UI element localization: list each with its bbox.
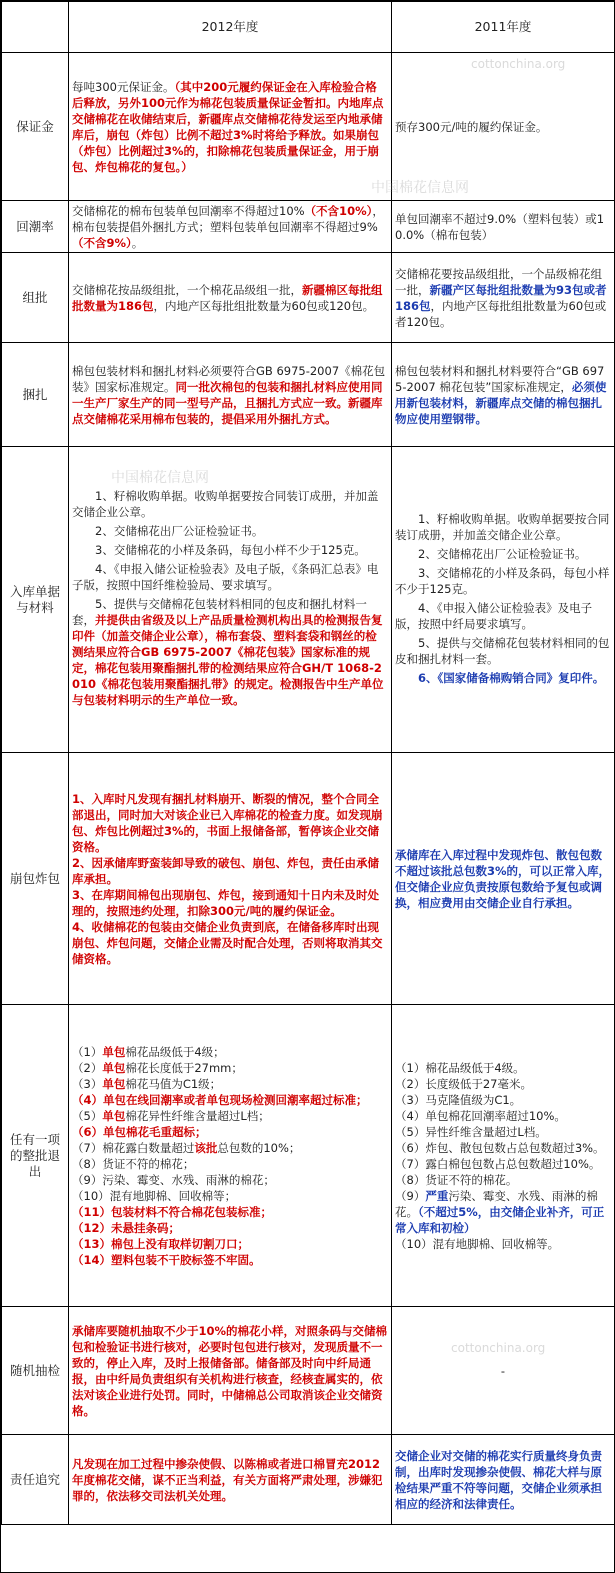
cell-2011: - — [392, 1307, 615, 1435]
cell-2011: 单包回潮率不超过9.0%（塑料包装）或10.0%（棉布包装） — [392, 201, 615, 253]
row-label: 保证金 — [2, 53, 69, 201]
list-item — [72, 1044, 388, 1060]
row-label: 入库单据与材料 — [2, 447, 69, 753]
list-item: （2）长度级低于27毫米。 — [395, 1076, 532, 1091]
cell-2012 — [69, 253, 392, 343]
list-item: 3、交储棉花的小样及条码，每包小样不少于125克。 — [95, 543, 366, 557]
cell-text-red: （不含9%） — [72, 235, 132, 250]
cell-text: 总包数的10%； — [217, 1140, 301, 1155]
header-2012: 2012年度 — [69, 2, 392, 53]
row-label: 随机抽检 — [2, 1307, 69, 1435]
cell-text-red: （其中200元履约保证金在入库检验合格后释放，另外100元作为棉花包装质量保证金暂扣。内地库点交储棉花在收储结束后，新疆库点交储棉花待发运至内地承储库后，崩包（炸包）比例不超过3%时将给予释放。如果崩包（炸包）比例超过3%的，扣除棉花包装质量保证金，用于崩包、炸包棉花的复包。） — [72, 79, 384, 174]
list-item: 4、收储棉花的包装由交储企业负责到底，在储备移库时出现崩包、炸包问题，交储企业需及时配合处理，否则将取消其交储资格。 — [72, 919, 383, 966]
reject-list — [72, 1044, 388, 1268]
list-item — [72, 1076, 388, 1092]
list-item: 5、提供与交储棉花包装材料相同的包皮和捆扎材料一套。 — [395, 635, 610, 666]
list-item — [72, 1252, 388, 1268]
cell-text: ，棉布包装提倡外捆扎方式；塑料包装单包回潮率不得超过9% — [72, 203, 384, 234]
list-item — [72, 1108, 388, 1124]
cell-2011 — [392, 447, 615, 753]
list-item: （8）货证不符的棉花。 — [395, 1172, 518, 1187]
cell-text: 棉花马值为C1级； — [125, 1076, 222, 1091]
row-label: 回潮率 — [2, 201, 69, 253]
row-batch — [2, 253, 615, 343]
list-item: （1）棉花品级低于4级。 — [395, 1060, 525, 1075]
cell-text: 棉花品级低于4级； — [125, 1044, 225, 1059]
list-item — [72, 1140, 388, 1156]
cell-text-red: 同一批次棉包的包装和捆扎材料应使用同一生产厂家生产的同一型号产品，且捆扎方式应一致。新疆库点交储棉花采用棉布包装的，提倡采用外捆扎方式。 — [72, 379, 383, 426]
cell-text: 交储棉花的棉布包装单包回潮率不得超过10% — [72, 203, 305, 218]
cell-text-red: （4）单包在线回潮率或者单包现场检测回潮率超过标准； — [72, 1092, 368, 1107]
list-item — [72, 1172, 388, 1188]
cell-text-red: （不含10%） — [304, 203, 373, 218]
list-item: 4、《申报入储公证检验表》及电子版，《条码汇总表》电子版，按照中国纤维检验局、要求填写。 — [72, 562, 379, 592]
cell-text-red: （11）包装材料不符合棉花包装标准； — [72, 1204, 273, 1219]
list-item — [72, 1236, 388, 1252]
list-item: 3、在库期间棉包出现崩包、炸包，接到通知十日内未及时处理的，按照违约处理，扣除300元/吨的履约保证金。 — [72, 887, 379, 918]
comparison-table — [1, 1, 615, 1525]
cell-2012 — [69, 343, 392, 447]
watermark-cn: 中国棉花信息网 — [111, 470, 209, 486]
header-empty — [2, 2, 69, 53]
cell-2011 — [392, 343, 615, 447]
cell-2011 — [392, 1005, 615, 1307]
row-docs — [2, 447, 615, 753]
row-sampling — [2, 1307, 615, 1435]
list-item: 3、交储棉花的小样及条码，每包小样不少于125克。 — [395, 565, 610, 596]
cell-text-blue: 新疆产区每批组批数量为93包或者186包 — [395, 282, 607, 313]
row-label: 责任追究 — [2, 1435, 69, 1525]
list-item — [395, 1188, 611, 1236]
list-item: （7）露白棉包包数占总包数超过10%。 — [395, 1156, 601, 1171]
cell-text-red: （12）未悬挂条码； — [72, 1220, 181, 1235]
list-item: 6、《国家储备棉购销合同》复印件。 — [418, 670, 605, 685]
list-item: 1、籽棉收购单据。收购单据要按合同装订成册，并加盖交储企业公章。 — [72, 489, 379, 519]
cell-text: ，内地产区每批组批数量为60包或120包。 — [153, 298, 375, 313]
cell-text-red: 单包 — [102, 1060, 126, 1075]
list-item: 1、入库时凡发现有捆扎材料崩开、断裂的情况，整个合同全部退出，同时加大对该企业已入库棉花的检查力度。如发现崩包、炸包比例超过3%的，书面上报储备部，暂停该企业交储资格。 — [72, 791, 383, 854]
list-item — [72, 1220, 388, 1236]
list-item — [72, 596, 388, 708]
cell-2012 — [69, 447, 392, 753]
list-item: （5）异性纤维含量超过L档。 — [395, 1124, 547, 1139]
cell-text: （1） — [72, 1044, 103, 1059]
row-label: 捆扎 — [2, 343, 69, 447]
list-item — [72, 1092, 388, 1108]
cell-text: ，内地产区每批组批数量为60包或者120包。 — [395, 298, 607, 329]
cell-text: （8）货证不符的棉花； — [72, 1156, 195, 1171]
cell-2012 — [69, 1005, 392, 1307]
row-deposit — [2, 53, 615, 201]
cell-text-red: 单包 — [102, 1076, 126, 1091]
cell-text: （3） — [72, 1076, 103, 1091]
cell-text: 棉花异性纤维含量超过L档； — [125, 1108, 270, 1123]
cell-text: （9）污染、霉变、水残、雨淋的棉花； — [72, 1172, 275, 1187]
cell-2012: 承储库要随机抽取不少于10%的棉花小样，对照条码与交储棉包和检验证书进行核对，必要时包包进行核对，发现质量不一致的，停止入库，及时上报储备部。储备部及时向中纤局通报，由中纤局负责组织有关机构进行核查，经核查属实的，依法对该企业进行处罚。同时，中储棉总公司取消该企业交储资格。 — [69, 1307, 392, 1435]
cell-text-red: （14）塑料包装不干胶标签不牢固。 — [72, 1252, 261, 1267]
cell-text-red: 并提供由省级及以上产品质量检测机构出具的检测报告复印件（加盖交储企业公章），棉布套袋、塑料套袋和钢丝的检测结果应符合GB 6975-2007《棉花包装》国家标准的规定，棉花包装用聚酯捆扎带的检测结果应符合GH/T 1068-2010《棉花包装用聚酯捆扎带》的规定。检测报告中生产单位与包装材料明示的生产单位一致。 — [72, 613, 384, 707]
cell-text: 。 — [131, 235, 144, 250]
list-item — [72, 1188, 388, 1204]
row-burst — [2, 753, 615, 1005]
row-baling — [2, 343, 615, 447]
cell-text-red: （6）单包棉花毛重超标； — [72, 1124, 207, 1139]
cell-text: （7）棉花露白数量超过 — [72, 1140, 195, 1155]
cell-2011: 承储库在入库过程中发现炸包、散包包数不超过该批总包数3%的，可以正常入库，但交储企业应负责按原包数给予复包或调换，相应费用由交储企业自行承担。 — [392, 753, 615, 1005]
cell-text: 5、提供与交储棉花包装材料相同的包皮和捆扎材料一套， — [72, 597, 367, 627]
header-row — [2, 2, 615, 53]
cell-text-blue: 严重 — [425, 1188, 449, 1203]
cell-text-red: 该批 — [194, 1140, 218, 1155]
list-item: （4）单包棉花回潮率超过10%。 — [395, 1108, 566, 1123]
list-item: （6）炸包、散包包数占总包数超过3%。 — [395, 1140, 605, 1155]
cell-2011: 交储企业对交储的棉花实行质量终身负责制，出库时发现掺杂使假、棉花大样与原检结果严重不符等问题，交储企业须承担相应的经济和法律责任。 — [392, 1435, 615, 1525]
cell-2011: 预存300元/吨的履约保证金。 — [392, 53, 615, 201]
list-item: 2、交储棉花出厂公证检验证书。 — [418, 546, 587, 561]
cell-text: （2） — [72, 1060, 103, 1075]
cell-text-red: 新疆棉区每批组批数量为186包 — [72, 282, 383, 313]
list-item: 2、交储棉花出厂公证检验证书。 — [95, 524, 264, 538]
row-reject — [2, 1005, 615, 1307]
cell-text: 污染、霉变、水残、雨淋的棉花。 — [395, 1188, 598, 1219]
list-item — [72, 1124, 388, 1140]
watermark-url: cottonchina.org — [451, 1341, 546, 1355]
cell-text: 棉包包装材料和捆扎材料必须要符合GB 6975-2007《棉花包装》国家标准规定。 — [72, 363, 386, 394]
watermark-cn: 中国棉花信息网 — [371, 180, 469, 196]
list-item: 1、籽棉收购单据。收购单据要按合同装订成册，并加盖交储企业公章。 — [395, 511, 610, 542]
cell-text-red: （13）棉包上没有取样切割刀口； — [72, 1236, 250, 1251]
row-label: 崩包炸包 — [2, 753, 69, 1005]
cell-text: 棉包包装材料和捆扎材料要符合“GB 6975-2007 棉花包装”国家标准规定， — [395, 363, 605, 394]
cell-text: 棉花长度低于27mm； — [125, 1060, 243, 1075]
cell-text: 交储棉花按品级组批，一个棉花品级组一批， — [72, 282, 302, 297]
list-item — [72, 1156, 388, 1172]
list-item: （10）混有地脚棉、回收棉等。 — [395, 1236, 560, 1251]
cell-text-red: 单包 — [102, 1108, 126, 1123]
cell-text: （9） — [395, 1188, 426, 1203]
list-item — [72, 1060, 388, 1076]
cell-text: （10）混有地脚棉、回收棉等； — [72, 1188, 237, 1203]
row-liability — [2, 1435, 615, 1525]
row-moisture — [2, 201, 615, 253]
cell-2012: 凡发现在加工过程中掺杂使假、以陈棉或者进口棉冒充2012年度棉花交储，谋不正当利益，有关方面将严肃处理，涉嫌犯罪的，依法移交司法机关处理。 — [69, 1435, 392, 1525]
cell-text-red: 单包 — [102, 1044, 126, 1059]
list-item: 4、《申报入储公证检验表》及电子版，按照中纤局要求填写。 — [395, 600, 593, 631]
list-item: 2、因承储库野蛮装卸导致的破包、崩包、炸包，责任由承储库承担。 — [72, 855, 379, 886]
cell-text: 每吨300元保证金。 — [72, 79, 175, 94]
header-2011: 2011年度 — [392, 2, 615, 53]
cell-text-blue: 必须使用新包装材料，新疆库点交储的棉包捆扎物应使用塑钢带。 — [395, 379, 607, 426]
row-label: 组批 — [2, 253, 69, 343]
cell-2012 — [69, 53, 392, 201]
cell-text: 交储棉花要按品级组批，一个品级棉花组一批， — [395, 266, 602, 297]
watermark-url: cottonchina.org — [471, 57, 566, 71]
list-item: （3）马克隆值级为C1。 — [395, 1092, 522, 1107]
cell-2012 — [69, 201, 392, 253]
list-item — [72, 1204, 388, 1220]
cell-2011 — [392, 253, 615, 343]
cell-text-blue: （不超过5%，由交储企业补齐，可正常入库和初检） — [395, 1204, 605, 1235]
row-label: 任有一项的整批退出 — [2, 1005, 69, 1307]
cell-text: （5） — [72, 1108, 103, 1123]
cell-2012 — [69, 753, 392, 1005]
